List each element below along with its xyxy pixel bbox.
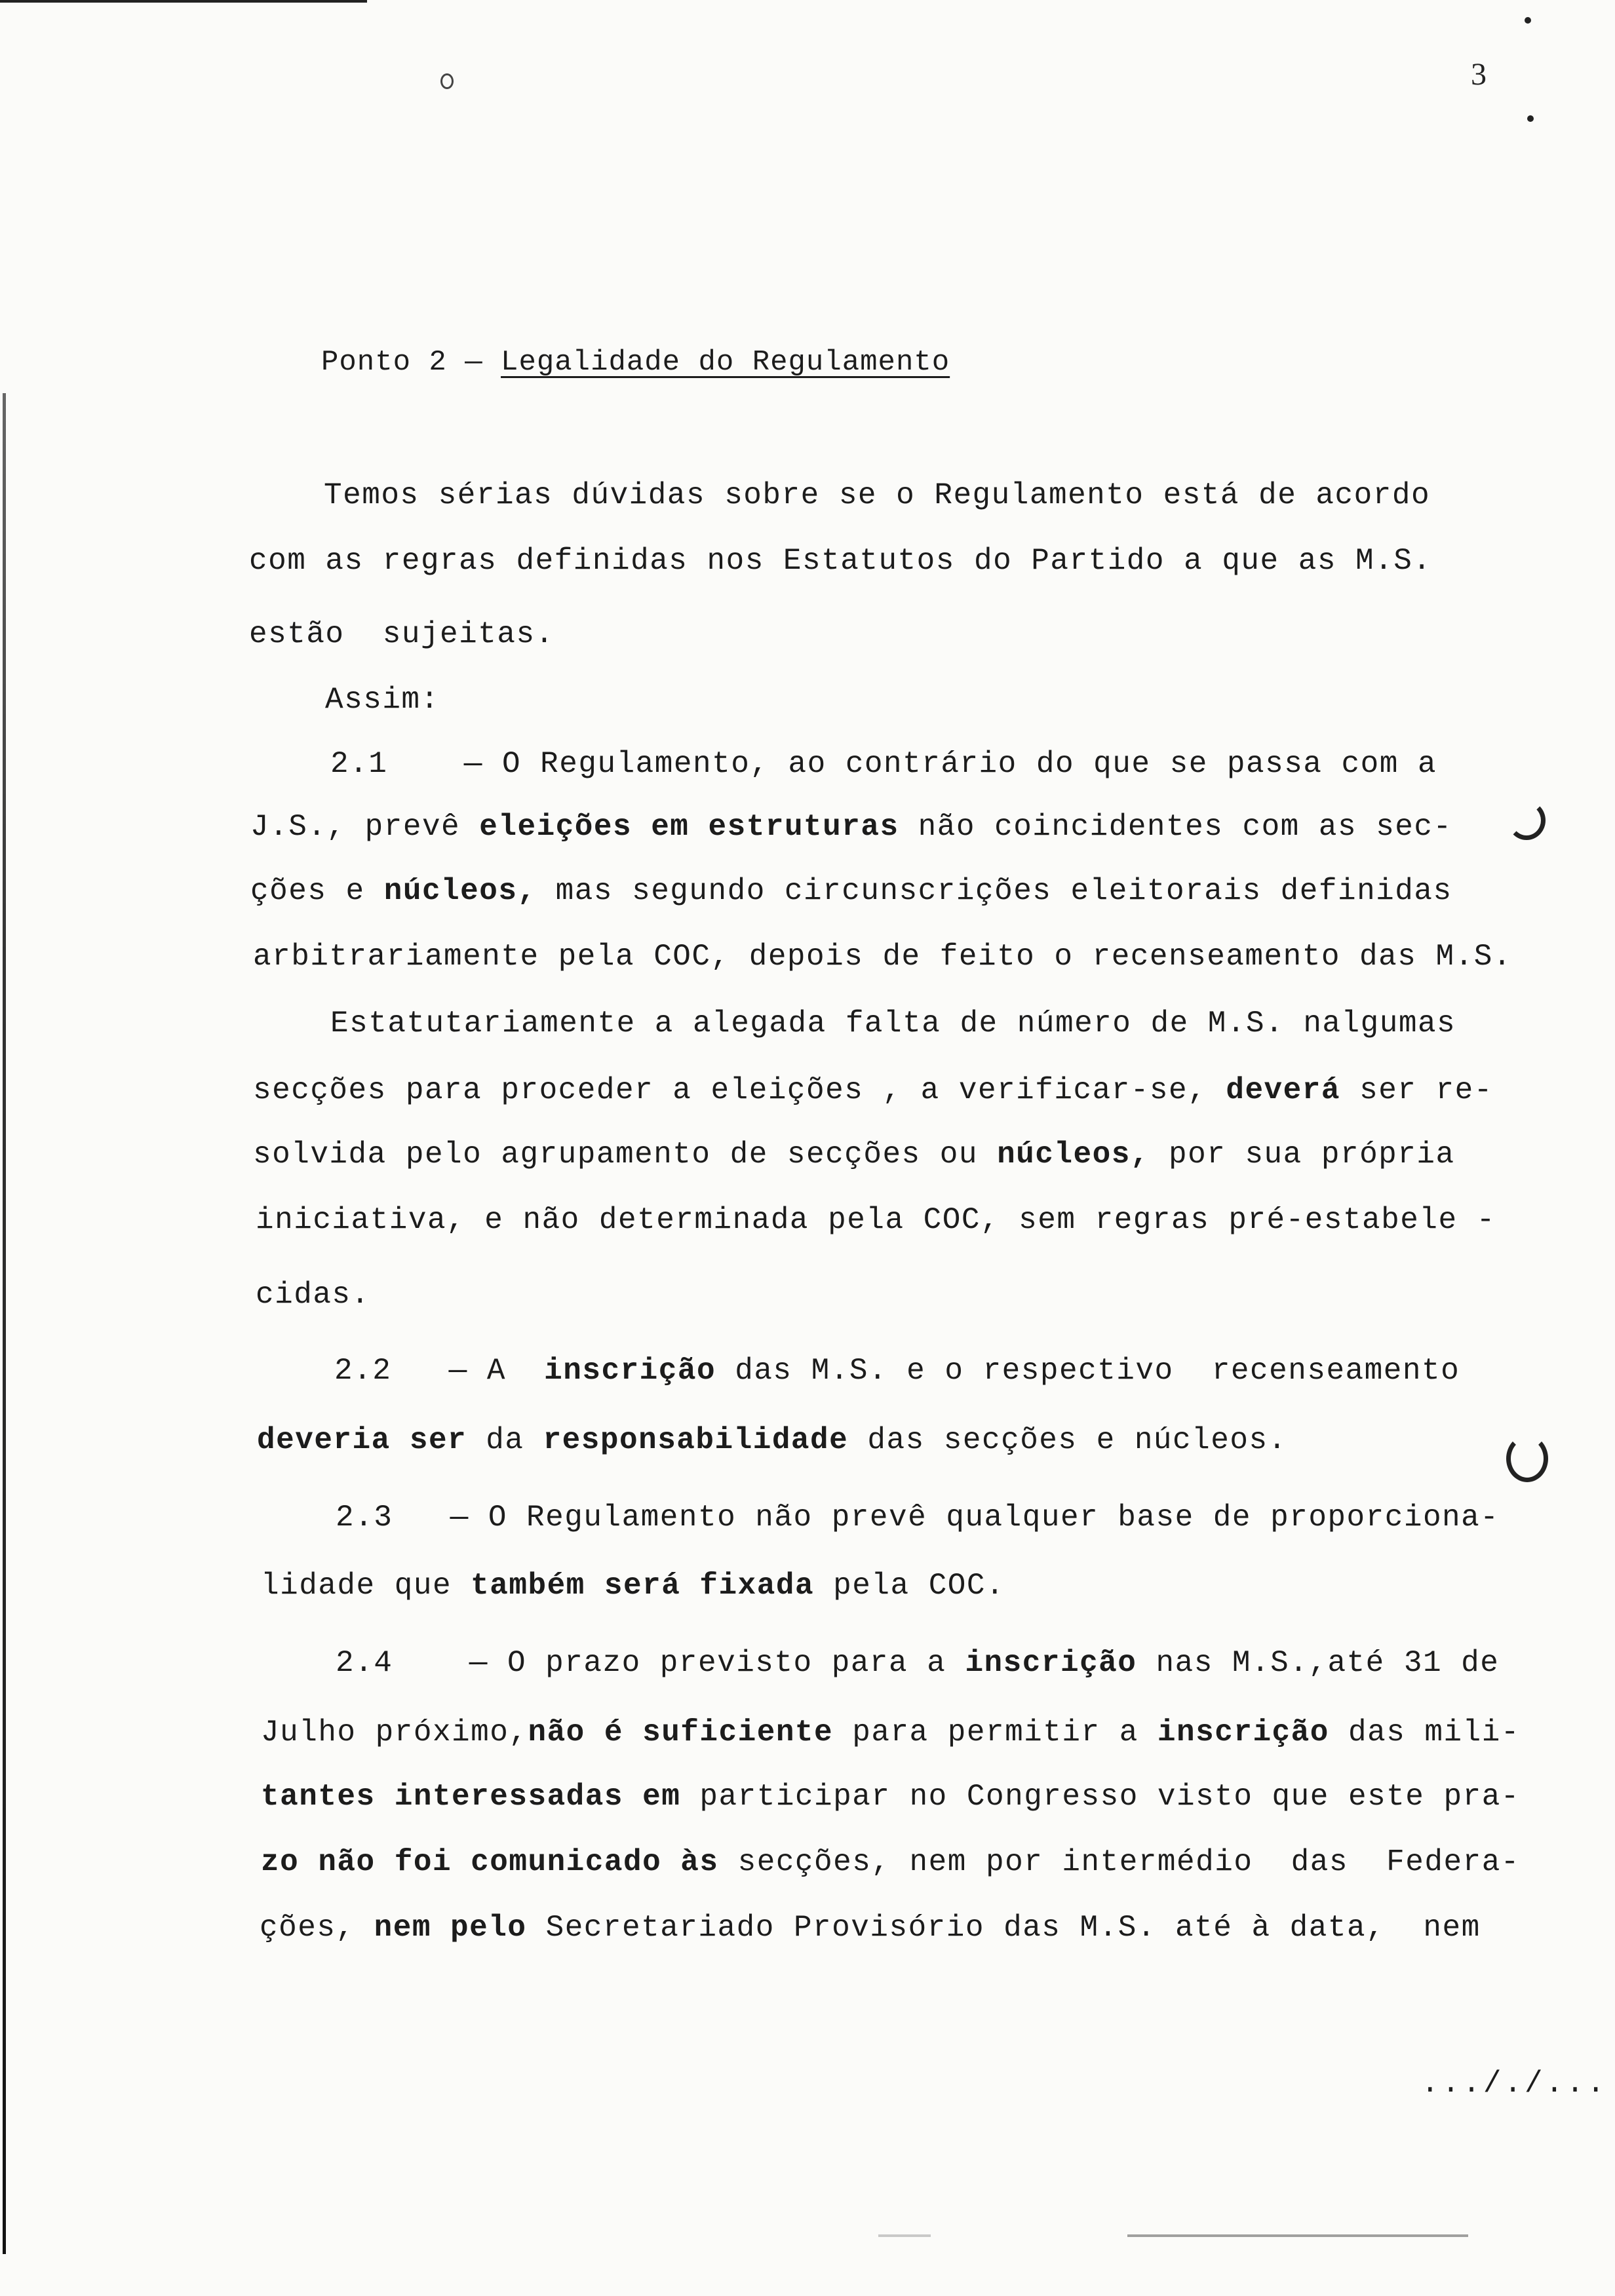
text-line: 2.3 — O Regulamento não prevê qualquer base de proporciona-	[336, 1501, 1500, 1535]
text-line: Julho próximo,não é suficiente para permitir a inscrição das mili-	[261, 1715, 1520, 1750]
text-line: secções para proceder a eleições , a verificar-se, deverá ser re-	[253, 1073, 1493, 1107]
text-line: 2.1 — O Regulamento, ao contrário do que se passa com a	[330, 747, 1437, 781]
scan-smudge	[878, 2234, 931, 2237]
heading-title: Legalidade do Regulamento	[501, 346, 950, 379]
text-line: 2.4 — O prazo previsto para a inscrição nas M.S.,até 31 de	[336, 1646, 1500, 1680]
text-line: cidas.	[256, 1278, 370, 1312]
text-line: iniciativa, e não determinada pela COC, sem regras pré-estabele -	[256, 1203, 1496, 1237]
text-line: 2.2 — A inscrição das M.S. e o respectivo recenseamento	[334, 1354, 1460, 1388]
scan-speck	[440, 73, 454, 89]
text-line: Estatutariamente a alegada falta de número de M.S. nalgumas	[330, 1006, 1456, 1041]
binder-hole-mark	[1508, 801, 1546, 840]
scan-speck	[1527, 115, 1534, 122]
text-line: deveria ser da responsabilidade das secções e núcleos.	[257, 1423, 1287, 1457]
text-line: Temos sérias dúvidas sobre se o Regulamento está de acordo	[324, 478, 1431, 512]
text-line: estão sujeitas.	[249, 617, 555, 651]
continuation-marker: ..././...	[1421, 2067, 1608, 2101]
text-line: Assim:	[325, 683, 440, 717]
text-line: arbitrariamente pela COC, depois de feito o recenseamento das M.S.	[253, 940, 1512, 974]
binder-hole-mark	[1506, 1435, 1548, 1482]
heading-label: Ponto 2 —	[321, 346, 501, 379]
text-line: zo não foi comunicado às secções, nem por intermédio das Federa-	[261, 1845, 1520, 1879]
text-line: com as regras definidas nos Estatutos do Partido a que as M.S.	[249, 544, 1432, 578]
scan-speck	[1525, 17, 1531, 24]
page-number: 3	[1471, 57, 1487, 92]
scan-smudge	[1127, 2234, 1468, 2237]
text-line: lidade que também será fixada pela COC.	[261, 1569, 1005, 1603]
text-line: ções, nem pelo Secretariado Provisório das M.S. até à data, nem	[260, 1911, 1481, 1945]
section-heading	[321, 346, 950, 379]
text-line: ções e núcleos, mas segundo circunscrições eleitorais definidas	[250, 874, 1452, 908]
page-edge-top	[0, 0, 367, 3]
text-line: J.S., prevê eleições em estruturas não coincidentes com as sec-	[250, 810, 1452, 844]
text-line: tantes interessadas em participar no Congresso visto que este pra-	[261, 1780, 1520, 1814]
text-line: solvida pelo agrupamento de secções ou núcleos, por sua própria	[253, 1138, 1455, 1172]
page-edge-left	[3, 393, 6, 2254]
